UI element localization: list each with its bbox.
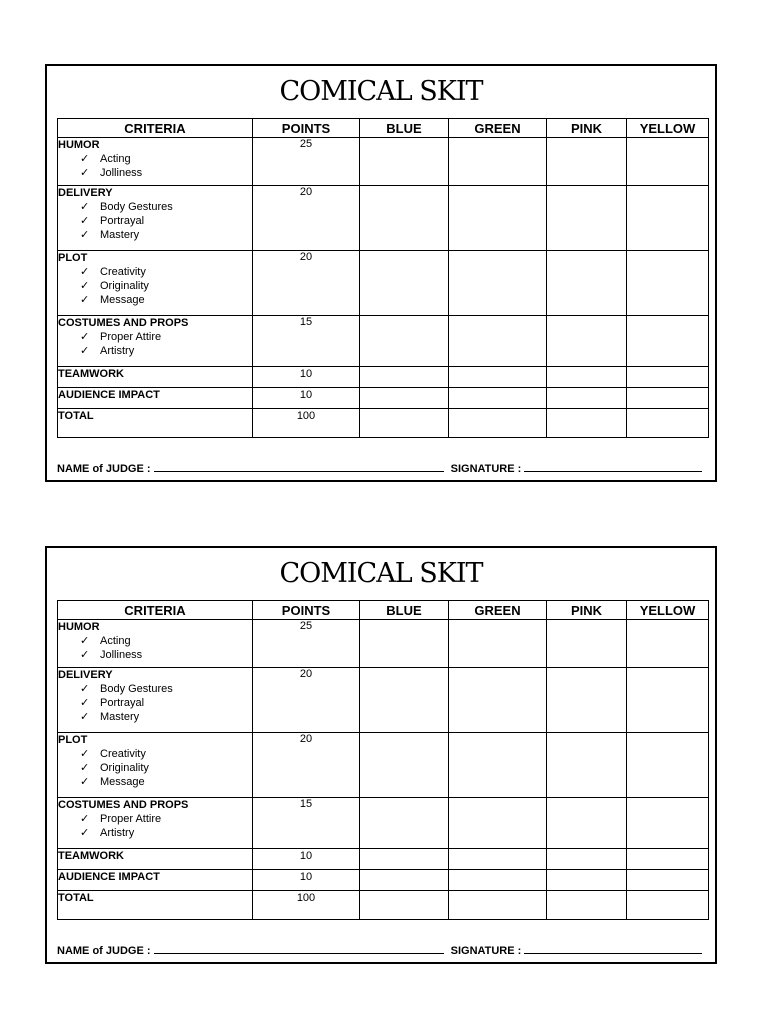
sub-criterion: ✓ Portrayal [80,697,145,709]
score-cell-pink[interactable] [547,733,627,798]
criterion-label: TEAMWORK [58,850,124,862]
table-row-costumes [58,316,709,367]
score-cell-yellow[interactable] [627,620,709,668]
criterion-label: TEAMWORK [58,368,124,380]
column-header-points: POINTS [253,119,360,138]
checkmark-icon: ✓ [80,748,90,760]
criteria-cell [58,251,253,316]
criterion-label: HUMOR [58,139,100,151]
column-header-yellow: YELLOW [627,601,709,620]
score-cell-green[interactable] [449,388,547,409]
criteria-cell [58,733,253,798]
checkmark-icon: ✓ [80,697,90,709]
checkmark-icon: ✓ [80,153,90,165]
sub-criterion: ✓ Message [80,776,145,788]
score-cell-yellow[interactable] [627,367,709,388]
table-row-plot [58,251,709,316]
score-cell-pink[interactable] [547,186,627,251]
sub-criterion: ✓ Originality [80,280,149,292]
checkmark-icon: ✓ [80,331,90,343]
criteria-cell [58,316,253,367]
table-row-teamwork [58,849,709,870]
sub-criterion: ✓ Artistry [80,345,135,357]
criterion-label: PLOT [58,734,88,746]
column-header-green: GREEN [449,601,547,620]
rubric-card-1 [45,64,717,482]
criterion-label: COSTUMES AND PROPS [58,317,189,329]
column-header-yellow: YELLOW [627,119,709,138]
checkmark-icon: ✓ [80,635,90,647]
sub-criterion: ✓ Proper Attire [80,813,162,825]
score-cell-pink[interactable] [547,620,627,668]
score-cell-yellow[interactable] [627,798,709,849]
judge-name-label: NAME of JUDGE : [57,945,151,957]
judge-signature-line [57,943,702,957]
score-cell-yellow[interactable] [627,138,709,186]
total-label: TOTAL [58,891,253,920]
column-header-points: POINTS [253,601,360,620]
judge-name-label: NAME of JUDGE : [57,463,151,475]
table-row-total [58,891,709,920]
criteria-cell [58,620,253,668]
judge-signature-line [57,461,702,475]
criteria-cell [58,870,253,891]
checkmark-icon: ✓ [80,776,90,788]
table-row-audience-impact [58,388,709,409]
sub-criterion: ✓ Body Gestures [80,201,173,213]
total-cell-blue[interactable] [360,891,449,920]
checkmark-icon: ✓ [80,762,90,774]
score-cell-pink[interactable] [547,798,627,849]
signature-label: SIGNATURE : [450,463,522,475]
criterion-label: AUDIENCE IMPACT [58,389,160,401]
criteria-cell [58,798,253,849]
table-row-humor [58,138,709,186]
total-cell-pink[interactable] [547,891,627,920]
column-header-blue: BLUE [360,119,449,138]
score-cell-blue[interactable] [360,870,449,891]
score-cell-pink[interactable] [547,849,627,870]
sub-criterion: ✓ Body Gestures [80,683,173,695]
rubric-table [57,118,709,438]
card-title: COMICAL SKIT [279,558,483,589]
checkmark-icon: ✓ [80,683,90,695]
score-cell-yellow[interactable] [627,733,709,798]
score-cell-green[interactable] [449,668,547,733]
table-row-humor [58,620,709,668]
score-cell-yellow[interactable] [627,849,709,870]
sub-criterion: ✓ Proper Attire [80,331,162,343]
score-cell-green[interactable] [449,733,547,798]
checkmark-icon: ✓ [80,215,90,227]
criterion-label: PLOT [58,252,88,264]
score-cell-yellow[interactable] [627,251,709,316]
column-header-pink: PINK [547,601,627,620]
score-cell-blue[interactable] [360,251,449,316]
total-cell-green[interactable] [449,409,547,438]
score-cell-pink[interactable] [547,138,627,186]
score-cell-blue[interactable] [360,668,449,733]
score-cell-green[interactable] [449,849,547,870]
sub-criterion: ✓ Mastery [80,229,140,241]
score-cell-yellow[interactable] [627,186,709,251]
score-cell-yellow[interactable] [627,870,709,891]
points-cell: 10 [253,367,360,388]
score-cell-green[interactable] [449,186,547,251]
signature-label: SIGNATURE : [450,945,522,957]
total-cell-pink[interactable] [547,409,627,438]
column-header-criteria: CRITERIA [58,601,253,620]
points-cell: 15 [253,798,360,849]
criterion-label: AUDIENCE IMPACT [58,871,160,883]
sub-criterion: ✓ Artistry [80,827,135,839]
criterion-label: DELIVERY [58,669,113,681]
criteria-cell [58,186,253,251]
points-cell: 20 [253,186,360,251]
rubric-table [57,600,709,920]
column-header-pink: PINK [547,119,627,138]
score-cell-green[interactable] [449,138,547,186]
score-cell-pink[interactable] [547,870,627,891]
points-cell: 10 [253,849,360,870]
total-cell-blue[interactable] [360,409,449,438]
score-cell-blue[interactable] [360,388,449,409]
points-cell: 10 [253,388,360,409]
criterion-label: COSTUMES AND PROPS [58,799,189,811]
score-cell-green[interactable] [449,367,547,388]
points-cell: 25 [253,138,360,186]
checkmark-icon: ✓ [80,294,90,306]
score-cell-green[interactable] [449,316,547,367]
criterion-label: HUMOR [58,621,100,633]
column-header-green: GREEN [449,119,547,138]
sub-criterion: ✓ Jolliness [80,167,143,179]
score-cell-pink[interactable] [547,668,627,733]
table-row-costumes [58,798,709,849]
column-header-blue: BLUE [360,601,449,620]
score-cell-green[interactable] [449,870,547,891]
score-cell-pink[interactable] [547,251,627,316]
points-cell: 20 [253,668,360,733]
checkmark-icon: ✓ [80,649,90,661]
total-cell-yellow[interactable] [627,409,709,438]
score-cell-blue[interactable] [360,186,449,251]
criteria-cell [58,668,253,733]
points-cell: 10 [253,870,360,891]
score-cell-blue[interactable] [360,733,449,798]
sub-criterion: ✓ Originality [80,762,149,774]
checkmark-icon: ✓ [80,345,90,357]
score-cell-pink[interactable] [547,367,627,388]
header-row [58,119,709,138]
criterion-label: DELIVERY [58,187,113,199]
table-row-audience-impact [58,870,709,891]
checkmark-icon: ✓ [80,827,90,839]
checkmark-icon: ✓ [80,167,90,179]
score-cell-yellow[interactable] [627,316,709,367]
score-cell-pink[interactable] [547,316,627,367]
score-cell-yellow[interactable] [627,388,709,409]
criteria-cell [58,367,253,388]
sub-criterion: ✓ Creativity [80,266,146,278]
table-row-total [58,409,709,438]
score-cell-green[interactable] [449,251,547,316]
table-row-delivery [58,186,709,251]
score-cell-blue[interactable] [360,620,449,668]
table-row-delivery [58,668,709,733]
score-cell-pink[interactable] [547,388,627,409]
total-cell-yellow[interactable] [627,891,709,920]
column-header-criteria: CRITERIA [58,119,253,138]
score-cell-blue[interactable] [360,316,449,367]
total-label: TOTAL [58,409,253,438]
total-cell-green[interactable] [449,891,547,920]
criteria-cell [58,138,253,186]
total-points-cell: 100 [253,409,360,438]
score-cell-yellow[interactable] [627,668,709,733]
score-cell-blue[interactable] [360,367,449,388]
score-cell-blue[interactable] [360,798,449,849]
criteria-cell [58,388,253,409]
sub-criterion: ✓ Acting [80,153,131,165]
table-row-teamwork [58,367,709,388]
checkmark-icon: ✓ [80,229,90,241]
score-cell-green[interactable] [449,620,547,668]
judge-name-field[interactable] [154,943,444,954]
points-cell: 20 [253,733,360,798]
checkmark-icon: ✓ [80,266,90,278]
sub-criterion: ✓ Mastery [80,711,140,723]
sub-criterion: ✓ Portrayal [80,215,145,227]
points-cell: 15 [253,316,360,367]
score-cell-blue[interactable] [360,138,449,186]
total-points-cell: 100 [253,891,360,920]
checkmark-icon: ✓ [80,201,90,213]
table-row-plot [58,733,709,798]
card-title: COMICAL SKIT [279,76,483,107]
score-cell-blue[interactable] [360,849,449,870]
signature-field[interactable] [524,461,702,472]
criteria-cell [58,849,253,870]
checkmark-icon: ✓ [80,813,90,825]
score-cell-green[interactable] [449,798,547,849]
sub-criterion: ✓ Jolliness [80,649,143,661]
sub-criterion: ✓ Message [80,294,145,306]
header-row [58,601,709,620]
points-cell: 20 [253,251,360,316]
points-cell: 25 [253,620,360,668]
signature-field[interactable] [524,943,702,954]
sub-criterion: ✓ Creativity [80,748,146,760]
sub-criterion: ✓ Acting [80,635,131,647]
rubric-card-2 [45,546,717,964]
checkmark-icon: ✓ [80,280,90,292]
judge-name-field[interactable] [154,461,444,472]
checkmark-icon: ✓ [80,711,90,723]
